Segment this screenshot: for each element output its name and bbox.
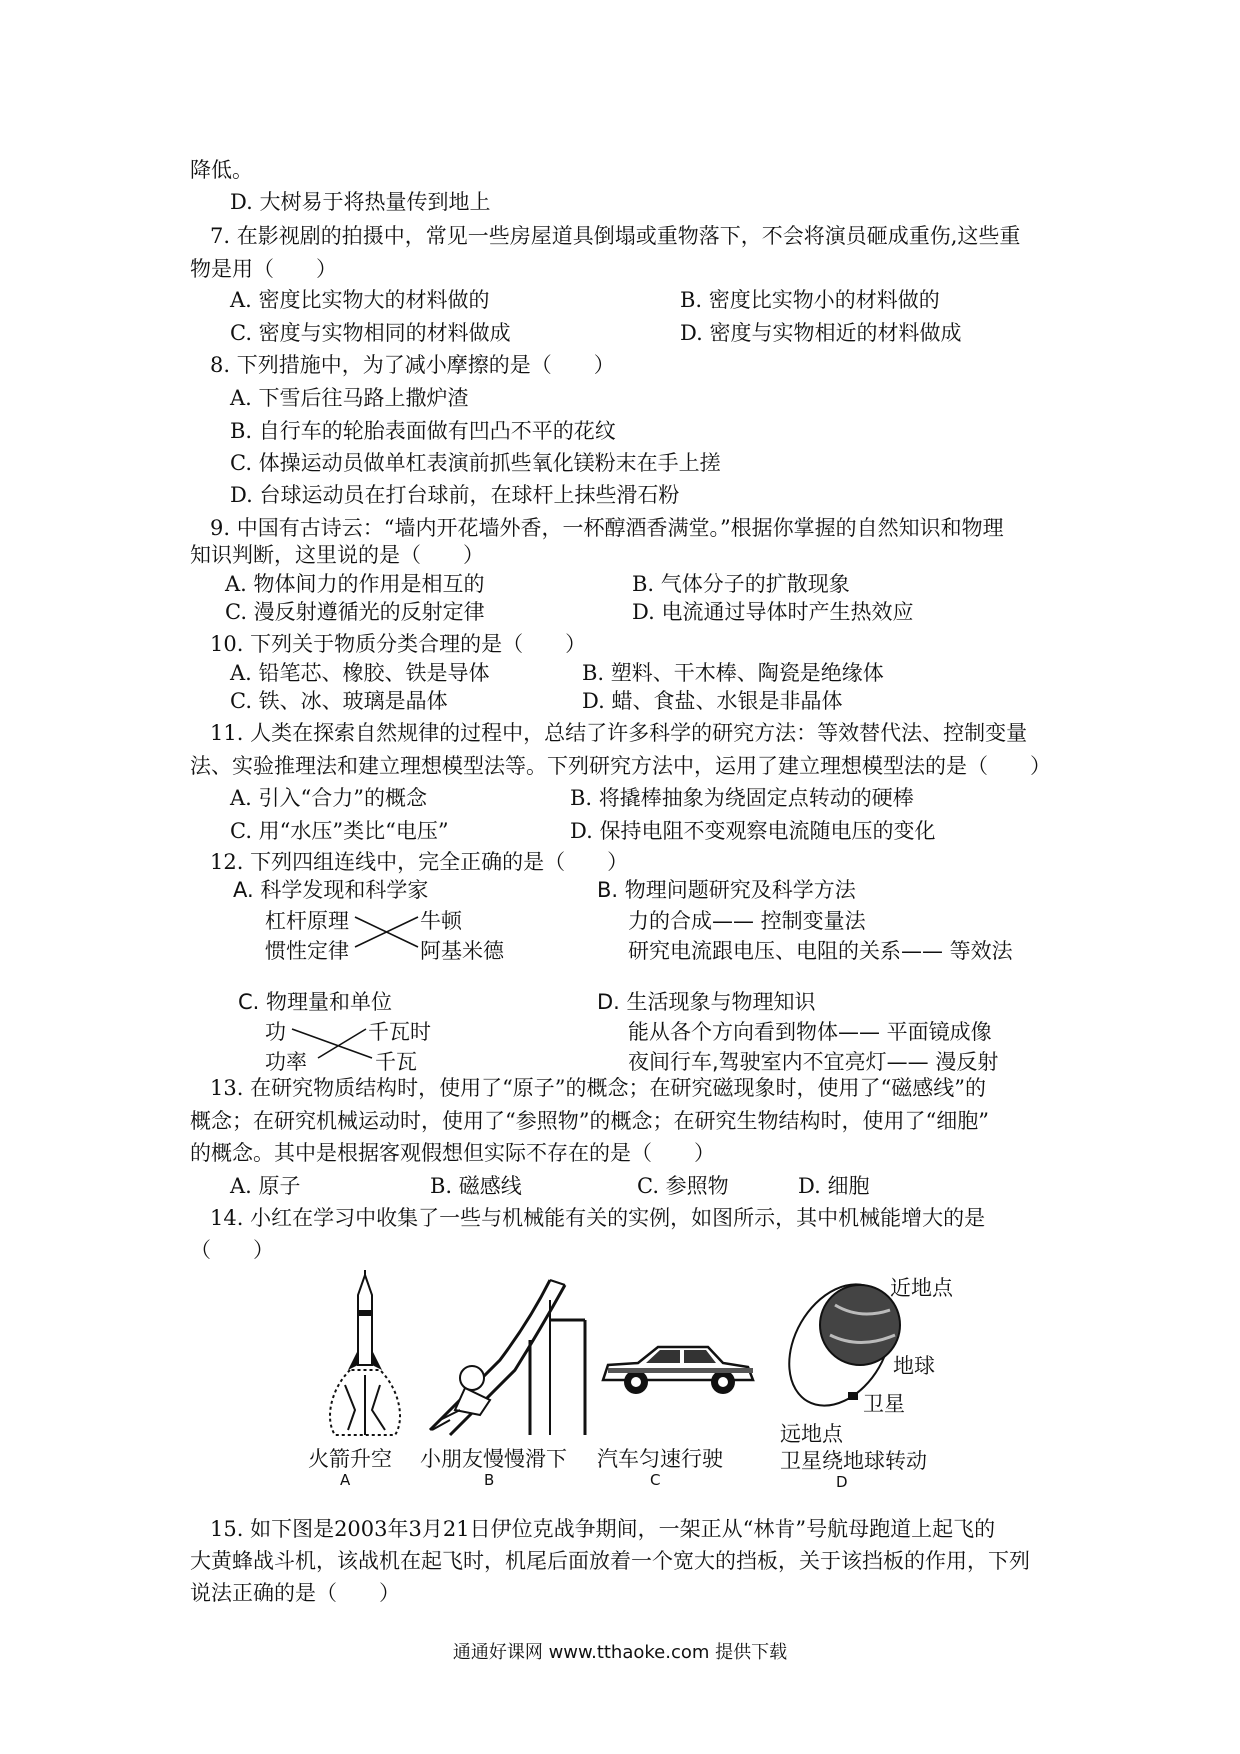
q14-b-caption: 小朋友慢慢滑下 <box>420 1447 567 1471</box>
q12-d-line2: 夜间行车,驾驶室内不宜亮灯—— 漫反射 <box>628 1050 999 1074</box>
q12-a-right1: 牛顿 <box>420 909 462 933</box>
q10-option-c: C. 铁、冰、玻璃是晶体 <box>230 689 448 713</box>
q8-option-a: A. 下雪后往马路上撒炉渣 <box>230 386 469 410</box>
q7-option-d: D. 密度与实物相近的材料做成 <box>680 321 962 345</box>
q12-d-title: D. 生活现象与物理知识 <box>597 990 816 1014</box>
q10-option-d: D. 蜡、食盐、水银是非晶体 <box>582 689 843 713</box>
q6-option-d: D. 大树易于将热量传到地上 <box>230 190 491 214</box>
q12-b-line2: 研究电流跟电压、电阻的关系—— 等效法 <box>628 939 1013 963</box>
orbit-label-earth: 地球 <box>893 1354 935 1378</box>
q12-c-right1: 千瓦时 <box>368 1020 431 1044</box>
q7-option-a: A. 密度比实物大的材料做的 <box>230 288 490 312</box>
q10-option-a: A. 铅笔芯、橡胶、铁是导体 <box>230 661 490 685</box>
q8-option-d: D. 台球运动员在打台球前，在球杆上抹些滑石粉 <box>230 483 680 507</box>
q14-b-letter: B <box>484 1471 495 1489</box>
q13-option-c: C. 参照物 <box>637 1174 729 1198</box>
q11-stem-line1: 11. 人类在探索自然规律的过程中，总结了许多科学的研究方法：等效替代法、控制变量 <box>210 721 1028 745</box>
q14-d-letter: D <box>836 1473 848 1491</box>
q14-stem-line1: 14. 小红在学习中收集了一些与机械能有关的实例，如图所示，其中机械能增大的是 <box>210 1206 986 1230</box>
q9-option-d: D. 电流通过导体时产生热效应 <box>632 600 914 624</box>
q12-stem: 12. 下列四组连线中，完全正确的是（ ） <box>210 850 629 874</box>
q14-c-letter: C <box>650 1471 661 1489</box>
q13-option-d: D. 细胞 <box>798 1174 870 1198</box>
q11-option-d: D. 保持电阻不变观察电流随电压的变化 <box>570 819 936 843</box>
q11-option-c: C. 用“水压”类比“电压” <box>230 819 449 843</box>
q9-option-a: A. 物体间力的作用是相互的 <box>225 572 485 596</box>
q8-option-c: C. 体操运动员做单杠表演前抓些氧化镁粉末在手上搓 <box>230 451 721 475</box>
q12-c-left1: 功 <box>265 1020 286 1044</box>
rocket-icon <box>320 1270 410 1440</box>
q9-stem-line1: 9. 中国有古诗云：“墙内开花墙外香，一杯醇酒香满堂。”根据你掌握的自然知识和物理 <box>210 516 1004 540</box>
q13-stem-line3: 的概念。其中是根据客观假想但实际不存在的是（ ） <box>190 1141 715 1165</box>
q12-b-title: B. 物理问题研究及科学方法 <box>597 878 856 902</box>
q14-a-caption: 火箭升空 <box>308 1447 392 1471</box>
q12-a-left1: 杠杆原理 <box>265 909 349 933</box>
q13-stem-line1: 13. 在研究物质结构时，使用了“原子”的概念；在研究磁现象时，使用了“磁感线”的 <box>210 1076 987 1100</box>
q8-stem: 8. 下列措施中，为了减小摩擦的是（ ） <box>210 353 615 377</box>
orbit-label-apogee: 远地点 <box>780 1422 843 1446</box>
q7-stem-line1: 7. 在影视剧的拍摄中，常见一些房屋道具倒塌或重物落下，不会将演员砸成重伤,这些重 <box>210 224 1021 248</box>
q6-tail-text: 降低。 <box>190 158 253 182</box>
q15-stem-line3: 说法正确的是（ ） <box>190 1581 400 1605</box>
q7-option-b: B. 密度比实物小的材料做的 <box>680 288 940 312</box>
q13-option-a: A. 原子 <box>230 1174 301 1198</box>
slide-icon <box>420 1270 590 1440</box>
q13-stem-line2: 概念；在研究机械运动时，使用了“参照物”的概念；在研究生物结构时，使用了“细胞” <box>190 1109 989 1133</box>
q14-d-caption: 卫星绕地球转动 <box>780 1449 927 1473</box>
car-icon <box>598 1335 758 1405</box>
q12-d-line1: 能从各个方向看到物体—— 平面镜成像 <box>628 1020 992 1044</box>
q9-option-b: B. 气体分子的扩散现象 <box>632 572 850 596</box>
q14-c-caption: 汽车匀速行驶 <box>597 1447 723 1471</box>
q12-b-line1: 力的合成—— 控制变量法 <box>628 909 866 933</box>
q12-c-right2: 千瓦 <box>375 1050 417 1074</box>
page-footer: 通通好课网 www.tthaoke.com 提供下载 <box>452 1642 788 1663</box>
q14-a-letter: A <box>340 1471 351 1489</box>
orbit-label-satellite: 卫星 <box>863 1392 905 1416</box>
q12-a-title: A. 科学发现和科学家 <box>233 878 429 902</box>
q11-option-a: A. 引入“合力”的概念 <box>230 786 427 810</box>
q7-option-c: C. 密度与实物相同的材料做成 <box>230 321 511 345</box>
q15-stem-line2: 大黄蜂战斗机，该战机在起飞时，机尾后面放着一个宽大的挡板，关于该挡板的作用，下列 <box>190 1549 1030 1573</box>
q12-a-right2: 阿基米德 <box>420 939 504 963</box>
q14-stem-line2: （ ） <box>190 1238 274 1262</box>
q12-a-left2: 惯性定律 <box>265 939 349 963</box>
q13-option-b: B. 磁感线 <box>430 1174 522 1198</box>
q9-option-c: C. 漫反射遵循光的反射定律 <box>225 600 485 624</box>
q12-c-left2: 功率 <box>265 1050 307 1074</box>
q10-option-b: B. 塑料、干木棒、陶瓷是绝缘体 <box>582 661 884 685</box>
q12-c-title: C. 物理量和单位 <box>238 990 393 1014</box>
q10-stem: 10. 下列关于物质分类合理的是（ ） <box>210 632 587 656</box>
orbit-label-perigee: 近地点 <box>890 1276 953 1300</box>
q7-stem-line2: 物是用（ ） <box>190 257 337 281</box>
q15-stem-line1: 15. 如下图是2003年3月21日伊位克战争期间，一架正从“林肯”号航母跑道上起飞的 <box>210 1517 996 1541</box>
q11-option-b: B. 将撬棒抽象为绕固定点转动的硬棒 <box>570 786 914 810</box>
q9-stem-line2: 知识判断，这里说的是（ ） <box>190 543 484 567</box>
q11-stem-line2: 法、实验推理法和建立理想模型法等。下列研究方法中，运用了建立理想模型法的是（ ） <box>190 754 1051 778</box>
q8-option-b: B. 自行车的轮胎表面做有凹凸不平的花纹 <box>230 419 616 443</box>
